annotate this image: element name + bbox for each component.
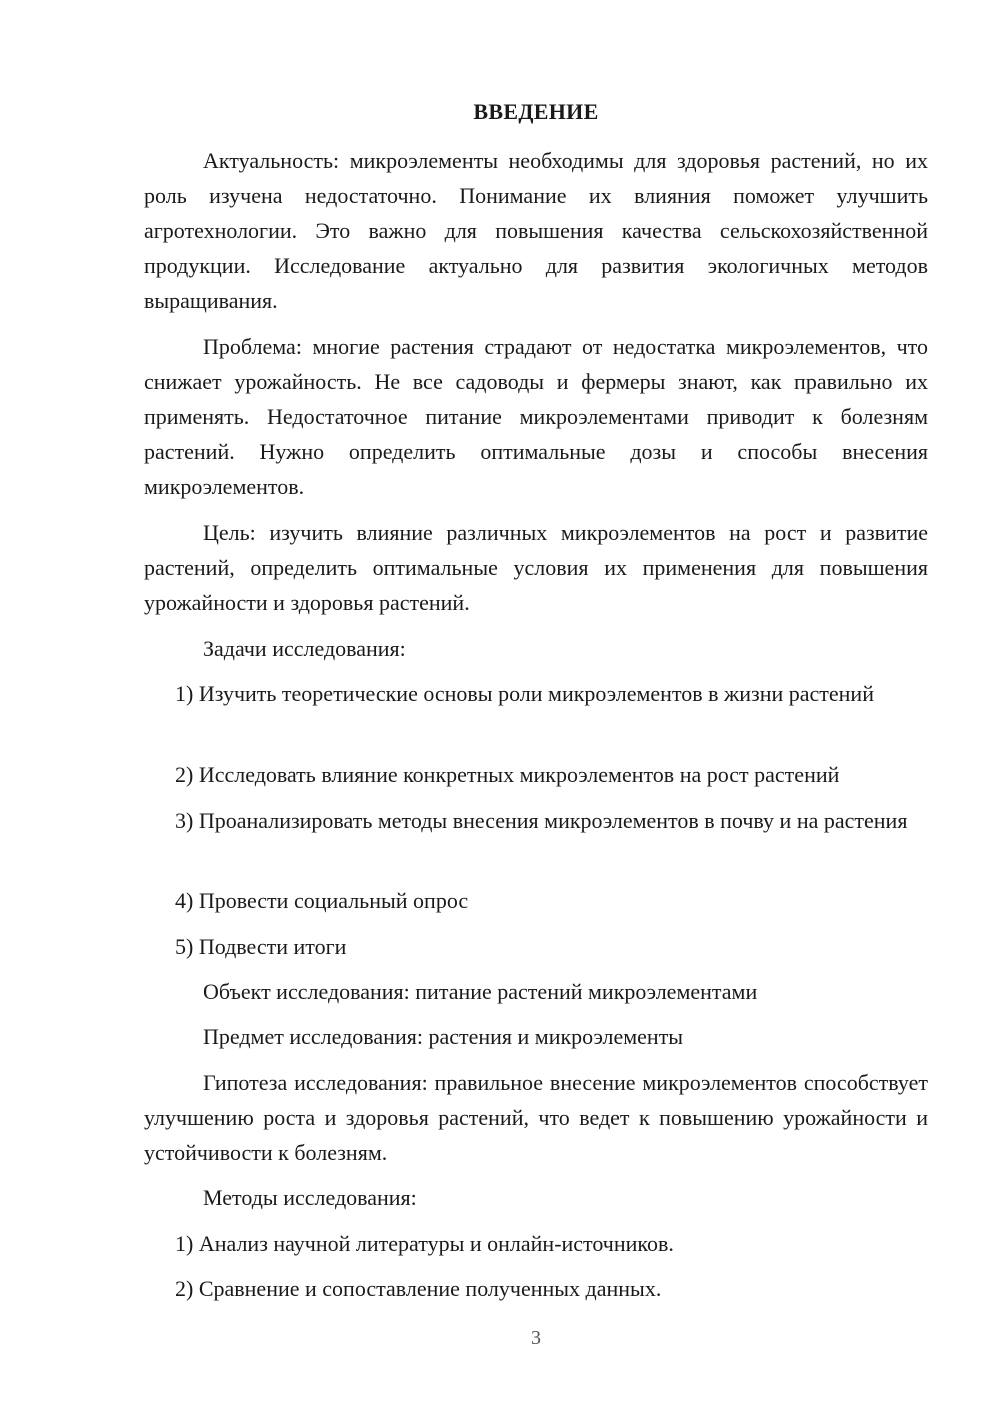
problem-paragraph: Проблема: многие растения страдают от недостатка микроэлементов, что снижает урожайность. Не все садоводы и фермеры знают, как правильно их применять. Недостаточное питание микроэлементами приводит к болезням растений. Нужно определить оптимальные дозы и способы внесения микроэлементов. <box>144 334 928 499</box>
object-block <box>144 974 928 1009</box>
task-3-block <box>144 803 928 838</box>
relevance-block <box>144 143 928 318</box>
subject-block <box>144 1019 928 1054</box>
section-title: ВВЕДЕНИЕ <box>473 99 599 124</box>
relevance-paragraph: Актуальность: микроэлементы необходимы для здоровья растений, но их роль изучена недостаточно. Понимание их влияния поможет улучшить агротехнологии. Это важно для повышения качества сельскохозяйственной продукции. Исследование актуально для развития экологичных методов выращивания. <box>144 148 928 313</box>
task-item: 5) Подвести итоги <box>175 934 347 959</box>
problem-block <box>144 329 928 504</box>
goal-block <box>144 515 928 620</box>
method-item: 2) Сравнение и сопоставление полученных данных. <box>175 1276 662 1301</box>
task-1-block <box>144 676 928 711</box>
method-2-block <box>144 1271 928 1306</box>
hypothesis-paragraph: Гипотеза исследования: правильное внесение микроэлементов способствует улучшению роста и здоровья растений, что ведет к повышению урожайности и устойчивости к болезням. <box>144 1070 928 1165</box>
methods-heading-block <box>144 1180 928 1215</box>
tasks-heading-block <box>144 631 928 666</box>
task-item: 1) Изучить теоретические основы роли микроэлементов в жизни растений <box>175 681 874 706</box>
method-1-block <box>144 1226 928 1261</box>
goal-paragraph: Цель: изучить влияние различных микроэлементов на рост и развитие растений, определить оптимальные условия их применения для повышения урожайности и здоровья растений. <box>144 520 928 615</box>
tasks-heading: Задачи исследования: <box>203 636 406 661</box>
hypothesis-block <box>144 1065 928 1170</box>
task-item: 4) Провести социальный опрос <box>175 888 469 913</box>
task-item: 3) Проанализировать методы внесения микроэлементов в почву и на растения <box>175 808 908 833</box>
methods-heading: Методы исследования: <box>203 1185 417 1210</box>
task-item: 2) Исследовать влияние конкретных микроэлементов на рост растений <box>175 762 840 787</box>
subject-paragraph: Предмет исследования: растения и микроэлементы <box>203 1024 684 1049</box>
task-2-block <box>144 757 928 792</box>
task-4-block <box>144 883 928 918</box>
task-5-block <box>144 929 928 964</box>
object-paragraph: Объект исследования: питание растений микроэлементами <box>203 979 758 1004</box>
method-item: 1) Анализ научной литературы и онлайн-источников. <box>175 1231 674 1256</box>
page-number: 3 <box>531 1327 541 1349</box>
